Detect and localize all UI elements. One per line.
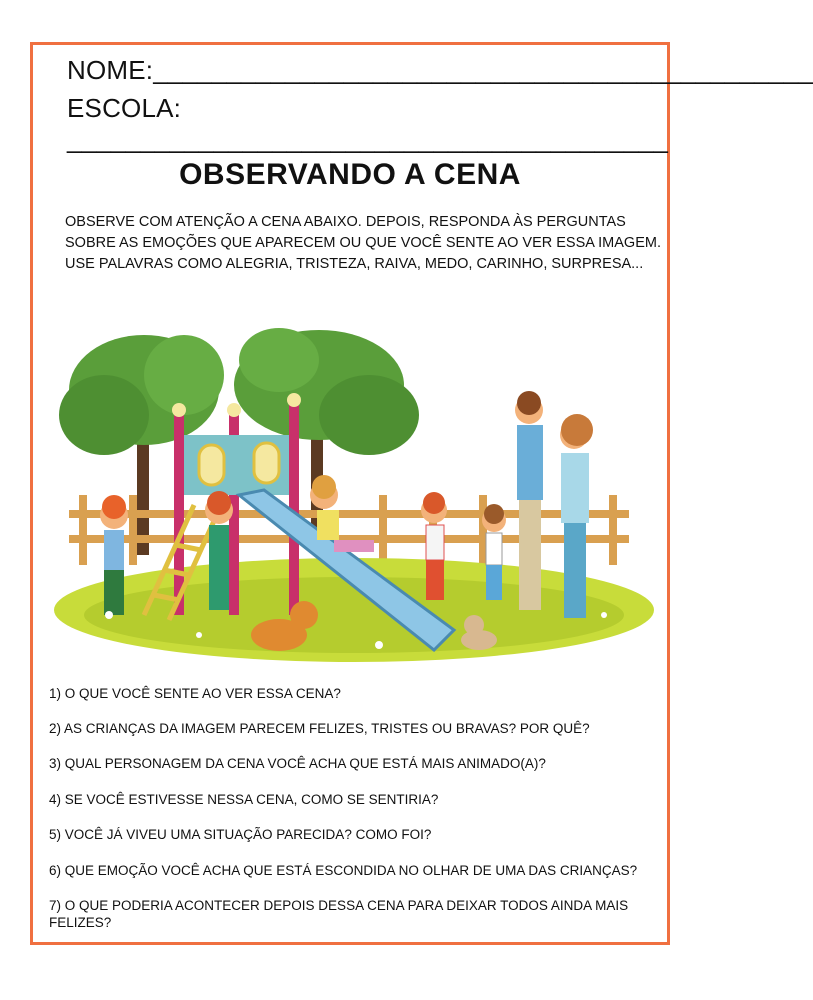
question-item: 2) AS CRIANÇAS DA IMAGEM PARECEM FELIZES, TRISTES OU BRAVAS? POR QUÊ? bbox=[49, 721, 590, 736]
worksheet-frame bbox=[30, 42, 813, 945]
question-item: 5) VOCÊ JÁ VIVEU UMA SITUAÇÃO PARECIDA? COMO FOI? bbox=[49, 827, 432, 842]
school-field[interactable]: ESCOLA: _________________________________________ bbox=[67, 93, 669, 154]
instruction-line: OBSERVE COM ATENÇÃO A CENA ABAIXO. DEPOIS, RESPONDA ÀS PERGUNTAS bbox=[65, 214, 626, 230]
name-field[interactable]: NOME:_____________________________________________ bbox=[67, 55, 813, 85]
instruction-line: SOBRE AS EMOÇÕES QUE APARECEM OU QUE VOCÊ SENTE AO VER ESSA IMAGEM. bbox=[65, 235, 661, 251]
instructions bbox=[65, 212, 665, 275]
question-item: 6) QUE EMOÇÃO VOCÊ ACHA QUE ESTÁ ESCONDIDA NO OLHAR DE UMA DAS CRIANÇAS? bbox=[49, 863, 638, 878]
page-title: OBSERVANDO A CENA bbox=[179, 158, 521, 191]
playground-illustration bbox=[49, 315, 659, 665]
question-item: 7) O QUE PODERIA ACONTECER DEPOIS DESSA CENA PARA DEIXAR TODOS AINDA MAIS FELIZES? bbox=[49, 898, 629, 930]
instruction-line: USE PALAVRAS COMO ALEGRIA, TRISTEZA, RAIVA, MEDO, CARINHO, SURPRESA... bbox=[65, 256, 644, 272]
question-item: 3) QUAL PERSONAGEM DA CENA VOCÊ ACHA QUE ESTÁ MAIS ANIMADO(A)? bbox=[49, 756, 546, 771]
question-item: 4) SE VOCÊ ESTIVESSE NESSA CENA, COMO SE SENTIRIA? bbox=[49, 792, 439, 807]
question-item: 1) O QUE VOCÊ SENTE AO VER ESSA CENA? bbox=[49, 686, 341, 701]
